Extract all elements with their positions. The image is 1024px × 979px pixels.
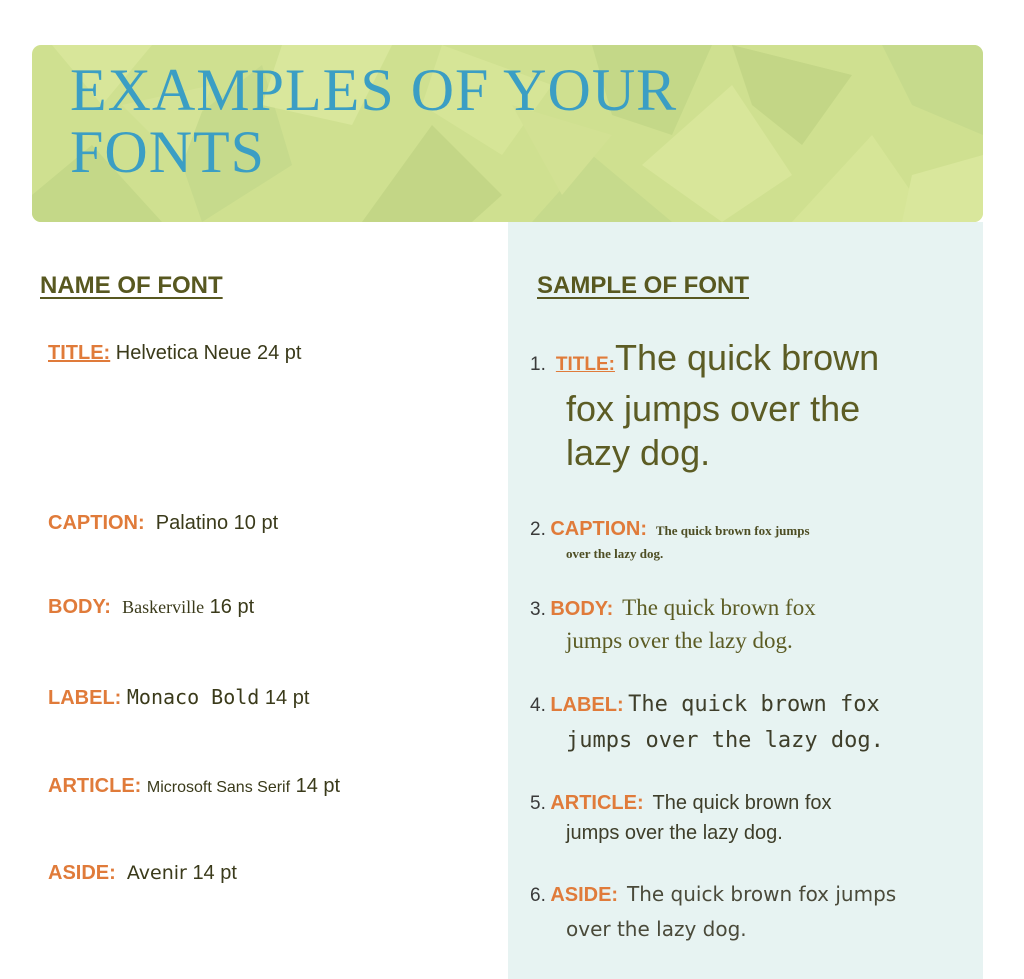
name-row-caption (48, 512, 278, 535)
sample-text-line: jumps over the lazy dog. (566, 628, 793, 653)
sample-number: 6. (530, 885, 546, 906)
font-name: Helvetica Neue (115, 342, 252, 364)
label-body: BODY: (48, 596, 111, 618)
sample-number: 3. (530, 599, 546, 620)
page-title (70, 59, 677, 183)
label-article: ARTICLE: (48, 775, 142, 797)
label-article: ARTICLE: (550, 792, 644, 814)
font-name: Monaco Bold (126, 685, 260, 709)
label-caption: CAPTION: (48, 512, 145, 534)
sample-text-line: jumps over the lazy dog. (566, 822, 783, 844)
sample-text-line: The quick brown (614, 337, 880, 378)
sample-number: 1. (530, 354, 546, 375)
font-size: 24 pt (256, 342, 302, 364)
sample-text-line: The quick brown fox (628, 692, 880, 717)
header-banner (32, 45, 983, 222)
label-aside: ASIDE: (48, 862, 116, 884)
font-name: Palatino (155, 512, 229, 534)
sample-text-line: fox jumps over the (566, 388, 861, 429)
font-name: Avenir (126, 862, 187, 884)
font-size: 14 pt (192, 862, 237, 884)
sample-text-line: over the lazy dog. (566, 546, 664, 561)
name-row-label (48, 685, 309, 710)
sample-of-font-heading: SAMPLE OF FONT (537, 272, 749, 299)
name-row-aside (48, 862, 237, 885)
sample-text-line: The quick brown fox (652, 792, 832, 814)
font-size: 10 pt (233, 512, 279, 534)
font-size: 14 pt (295, 775, 341, 797)
sample-title (530, 336, 970, 475)
sample-aside (530, 878, 970, 945)
font-name: Microsoft Sans Serif (146, 779, 291, 796)
name-row-article (48, 775, 340, 798)
font-size: 16 pt (209, 596, 255, 618)
sample-text-line: The quick brown fox (622, 595, 816, 620)
sample-article (530, 789, 970, 847)
name-of-font-heading: NAME OF FONT (40, 272, 223, 299)
font-name: Baskerville (122, 597, 205, 617)
label-caption: CAPTION: (550, 518, 647, 540)
label-title: TITLE: (555, 354, 615, 375)
font-size: 14 pt (264, 687, 310, 709)
page-title-line-2: FONTS (70, 119, 266, 185)
name-row-body (48, 596, 254, 619)
label-title: TITLE: (48, 342, 111, 364)
sample-number: 4. (530, 695, 546, 716)
sample-label (530, 688, 970, 758)
sample-caption (530, 515, 970, 563)
label-aside: ASIDE: (550, 884, 619, 906)
sample-text-line: over the lazy dog. (566, 917, 747, 941)
label-label: LABEL: (48, 687, 122, 709)
sample-number: 5. (530, 793, 546, 814)
sample-text-line: jumps over the lazy dog. (566, 728, 884, 753)
sample-text-line: The quick brown fox jumps (627, 882, 897, 906)
name-row-title (48, 342, 301, 365)
sample-text-line: The quick brown fox jumps (655, 523, 810, 538)
sample-text-line: lazy dog. (566, 432, 711, 473)
label-body: BODY: (550, 598, 614, 620)
page-title-line-1: EXAMPLES OF YOUR (70, 57, 678, 123)
sample-body (530, 593, 970, 656)
label-label: LABEL: (550, 694, 624, 716)
sample-number: 2. (530, 519, 546, 540)
